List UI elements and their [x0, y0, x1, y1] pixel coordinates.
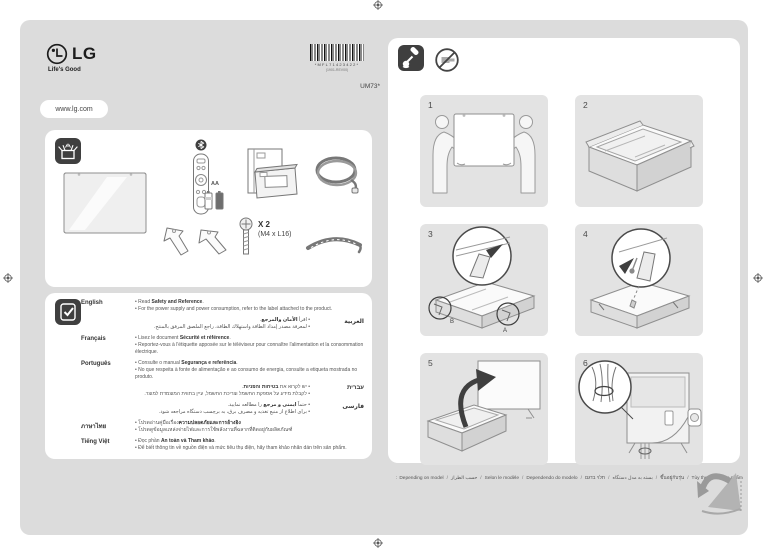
fold-page-arrow-icon — [696, 467, 744, 519]
step-6-illustration — [575, 353, 703, 465]
screw-illustration — [237, 216, 255, 260]
step-number: 5 — [428, 358, 433, 368]
barcode — [310, 44, 364, 61]
hand-screwdriver-icon — [398, 45, 424, 71]
assembly-steps-panel — [388, 38, 740, 463]
step-1-box — [420, 95, 548, 207]
model-dependency-note: : Depending on model / حسب الطراز / Selon le modèle / Dependendo do modelo / תלוי בדגם / بسته به مدل دستگاه / ขึ้นอยู่กับรุ่น / Tùy theo kiểu sản phẩm — [396, 475, 743, 481]
registration-mark-left — [3, 273, 13, 283]
language-row-thai: ภาษาไทย • โปรดอ่านคู่มือเรื่องความปลอดภัยและการอ้างอิง • โปรดดูข้อมูลแหล่งจ่ายไฟและการใช้พลังงานที่ฉลากที่ติดอยู่กับผลิตภัณฑ์ — [81, 420, 364, 434]
print-sheet — [20, 20, 748, 535]
power-cable-illustration — [311, 150, 363, 196]
tv-panel-illustration — [61, 170, 149, 240]
step-2-box — [575, 95, 703, 207]
step-number: 6 — [583, 358, 588, 368]
brand-tagline: Life's Good — [48, 67, 81, 73]
language-row-portuguese: Português • Consulte o manual Segurança e referência. • No que respeita à fonte de alimentação e ao consumo de energia, consulte a etiqueta mostrada no produto. — [81, 360, 364, 381]
language-row-arabic: العربية • اقرأ الأمان والمرجع. • لمعرفة مصدر إمداد الطاقة واستهلاك الطاقة، راجع الملصق المرفق بالمنتج. — [81, 317, 364, 331]
lg-logo — [46, 43, 136, 73]
registration-mark-bottom — [373, 538, 383, 548]
accessories-card — [45, 130, 372, 287]
step-number: 2 — [583, 100, 588, 110]
step-3-label-a: A — [503, 328, 508, 334]
step-4-illustration — [575, 224, 703, 336]
brand-name: LG — [72, 44, 97, 63]
checklist-icon — [55, 299, 81, 325]
battery-label: AA — [211, 181, 219, 187]
language-row-french: Français • Lisez le document Sécurité et référence. • Reportez-vous à l'étiquette apposée sur le téléviseur pour connaître l'alimentation et la consommation électrique. — [81, 335, 364, 356]
step-number: 3 — [428, 229, 433, 239]
step-4-box — [575, 224, 703, 336]
registration-mark-top — [373, 0, 383, 10]
manual-and-bracket-illustration — [241, 146, 301, 208]
barcode-revision: (1901-REV00) — [325, 68, 349, 72]
barcode-number: *MFL71423422* — [314, 62, 360, 67]
step-number: 4 — [583, 229, 588, 239]
stand-legs-illustration — [161, 220, 237, 262]
step-number: 1 — [428, 100, 433, 110]
step-3-illustration — [420, 224, 548, 336]
safety-languages-card — [45, 293, 372, 459]
cable-holder-illustration — [303, 230, 365, 258]
no-electric-screwdriver-icon — [434, 47, 460, 73]
barcode-block — [308, 44, 366, 72]
step-2-illustration — [575, 95, 703, 207]
language-rows — [81, 297, 364, 454]
registration-mark-right — [753, 273, 763, 283]
step-1-illustration — [420, 95, 548, 207]
step-5-illustration — [420, 353, 548, 465]
model-number: UM73* — [360, 83, 380, 90]
language-row-hebrew: עברית • יש לקרוא את בטיחות והפניות. • לקבלת מידע על אספקת החשמל וצריכת החשמל, עיין בתווית המוצמדת למוצר. — [81, 384, 364, 398]
screw-quantity: X 2 — [258, 220, 271, 229]
lg-symbol-icon — [46, 43, 68, 65]
language-row-farsi: فارسی • حتماً ایمنی و مرجع را مطالعه نمایید. • برای اطلاع از منبع تغذیه و مصرف برق، به برچسب دستگاه مراجعه شود. — [81, 402, 364, 416]
step-5-box — [420, 353, 548, 465]
website-url: www.lg.com — [55, 105, 93, 113]
step-6-box — [575, 353, 703, 465]
language-row-vietnamese: Tiếng Việt • Đọc phần An toàn và Tham khảo. • Để biết thông tin về nguồn điện và mức tiêu thụ điện, hãy tham khảo nhãn dán trên sản phẩm. — [81, 438, 364, 452]
screw-spec: (M4 x L16) — [258, 231, 292, 238]
step-3-box — [420, 224, 548, 336]
battery-illustration — [201, 178, 229, 216]
language-row-english: English • Read Safety and Reference. • For the power supply and power consumption, refer to the label attached to the product. — [81, 299, 364, 313]
step-3-label-b: B — [450, 319, 455, 325]
website-pill — [40, 100, 108, 118]
unboxing-icon — [55, 138, 81, 164]
